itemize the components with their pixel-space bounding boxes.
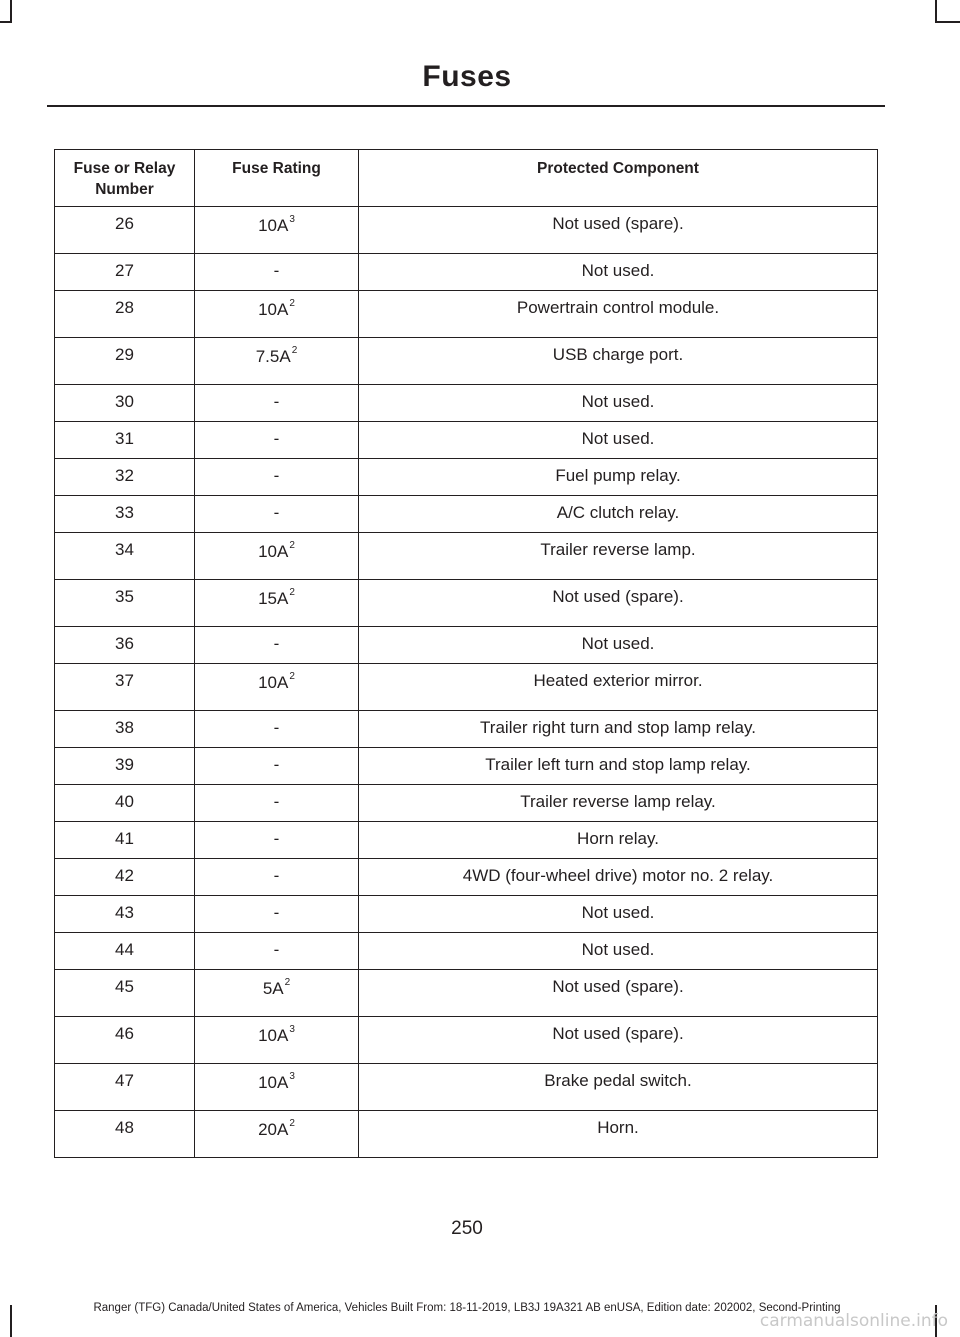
fuse-rating-value: - <box>273 429 280 448</box>
table-header-row <box>55 150 878 207</box>
table-row <box>55 627 878 664</box>
fuse-number-cell: 41 <box>55 822 195 859</box>
fuse-rating-cell <box>195 1064 359 1111</box>
table-row <box>55 970 878 1017</box>
protected-component-cell: Not used. <box>359 933 878 970</box>
protected-component-cell: Horn. <box>359 1111 878 1158</box>
protected-component-cell: Not used (spare). <box>359 207 878 254</box>
table-row <box>55 580 878 627</box>
fuse-number-cell: 35 <box>55 580 195 627</box>
fuse-rating-cell <box>195 254 359 291</box>
footnote-marker: 3 <box>289 1071 295 1082</box>
protected-component-cell: Not used. <box>359 385 878 422</box>
footnote-marker: 3 <box>289 214 295 225</box>
fuse-number-cell: 37 <box>55 664 195 711</box>
fuse-number-cell: 27 <box>55 254 195 291</box>
table-row <box>55 533 878 580</box>
fuse-rating-cell <box>195 822 359 859</box>
protected-component-cell: Trailer reverse lamp relay. <box>359 785 878 822</box>
fuse-number-cell: 47 <box>55 1064 195 1111</box>
footnote-marker: 2 <box>289 540 295 551</box>
fuse-rating-value: - <box>273 466 280 485</box>
fuse-number-cell: 40 <box>55 785 195 822</box>
protected-component-cell: Fuel pump relay. <box>359 459 878 496</box>
table-row <box>55 1064 878 1111</box>
footnote-marker: 2 <box>289 1118 295 1129</box>
protected-component-cell: 4WD (four-wheel drive) motor no. 2 relay. <box>359 859 878 896</box>
fuse-rating-cell <box>195 291 359 338</box>
fuse-number-cell: 48 <box>55 1111 195 1158</box>
fuse-rating-value: 7.5A <box>255 347 291 366</box>
fuse-rating-cell <box>195 338 359 385</box>
page-number: 250 <box>451 1218 483 1239</box>
footnote-marker: 2 <box>289 587 295 598</box>
fuse-rating-cell <box>195 664 359 711</box>
fuse-rating-value: 10A <box>258 542 289 561</box>
fuse-rating-value: - <box>273 903 280 922</box>
footnote-marker: 2 <box>291 345 298 356</box>
table-row <box>55 422 878 459</box>
fuse-rating-value: 20A <box>258 1120 289 1139</box>
fuse-rating-value: 10A <box>258 673 289 692</box>
crop-mark-top-left-v <box>10 0 12 22</box>
table-row <box>55 385 878 422</box>
fuse-rating-cell <box>195 859 359 896</box>
protected-component-cell: Not used. <box>359 627 878 664</box>
table-row <box>55 748 878 785</box>
fuse-rating-value: - <box>273 718 280 737</box>
protected-component-cell: Heated exterior mirror. <box>359 664 878 711</box>
fuse-number-cell: 33 <box>55 496 195 533</box>
table-row <box>55 933 878 970</box>
fuse-rating-cell <box>195 1017 359 1064</box>
protected-component-cell: Trailer right turn and stop lamp relay. <box>359 711 878 748</box>
crop-mark-top-left-h <box>0 21 12 23</box>
table-row <box>55 291 878 338</box>
fuse-rating-cell <box>195 1111 359 1158</box>
fuse-rating-value: - <box>273 829 280 848</box>
table-body <box>55 207 878 1158</box>
protected-component-cell: A/C clutch relay. <box>359 496 878 533</box>
fuse-rating-cell <box>195 385 359 422</box>
table-row <box>55 1017 878 1064</box>
title-divider <box>47 105 885 107</box>
table-row <box>55 859 878 896</box>
fuse-rating-value: - <box>273 503 280 522</box>
fuse-rating-value: - <box>273 940 280 959</box>
protected-component-cell: Powertrain control module. <box>359 291 878 338</box>
protected-component-cell: Horn relay. <box>359 822 878 859</box>
page-footer: Ranger (TFG) Canada/United States of America, Vehicles Built From: 18-11-2019, LB3J 19A321 AB enUSA, Edition date: 202002, Second-Printing <box>93 1302 841 1314</box>
protected-component-cell: Not used (spare). <box>359 580 878 627</box>
table-row <box>55 207 878 254</box>
protected-component-cell: Not used (spare). <box>359 970 878 1017</box>
table-row <box>55 785 878 822</box>
table-row <box>55 496 878 533</box>
fuse-number-cell: 46 <box>55 1017 195 1064</box>
table-row <box>55 711 878 748</box>
table-row <box>55 1111 878 1158</box>
protected-component-cell: Not used. <box>359 896 878 933</box>
fuse-rating-cell <box>195 459 359 496</box>
header-protected-component: Protected Component <box>359 150 878 207</box>
fuse-rating-value: - <box>273 755 280 774</box>
fuse-rating-value: 10A <box>258 216 289 235</box>
fuse-rating-value: - <box>273 261 280 280</box>
fuse-rating-cell <box>195 422 359 459</box>
protected-component-cell: Not used (spare). <box>359 1017 878 1064</box>
fuse-rating-value: - <box>273 392 280 411</box>
fuse-number-cell: 42 <box>55 859 195 896</box>
table-row <box>55 338 878 385</box>
table-row <box>55 822 878 859</box>
crop-mark-top-right-h <box>935 21 960 23</box>
protected-component-cell: USB charge port. <box>359 338 878 385</box>
footnote-marker: 3 <box>289 1024 295 1035</box>
page-title: Fuses <box>422 60 512 93</box>
footnote-marker: 2 <box>289 671 295 682</box>
fuse-rating-value: 10A <box>258 300 289 319</box>
header-fuse-rating: Fuse Rating <box>195 150 359 207</box>
protected-component-cell: Trailer left turn and stop lamp relay. <box>359 748 878 785</box>
protected-component-cell: Trailer reverse lamp. <box>359 533 878 580</box>
fuse-rating-value: 10A <box>258 1073 289 1092</box>
fuse-rating-cell <box>195 496 359 533</box>
protected-component-cell: Not used. <box>359 422 878 459</box>
footnote-marker: 2 <box>289 298 295 309</box>
watermark: carmanualsonline.info <box>759 1311 948 1331</box>
fuse-number-cell: 44 <box>55 933 195 970</box>
fuse-rating-value: 5A <box>262 979 284 998</box>
footnote-marker: 2 <box>284 977 291 988</box>
fuse-rating-cell <box>195 748 359 785</box>
protected-component-cell: Not used. <box>359 254 878 291</box>
fuse-rating-cell <box>195 896 359 933</box>
fuse-rating-value: 10A <box>258 1026 289 1045</box>
fuse-rating-value: - <box>273 866 280 885</box>
fuse-rating-cell <box>195 970 359 1017</box>
fuse-number-cell: 43 <box>55 896 195 933</box>
fuse-number-cell: 32 <box>55 459 195 496</box>
fuse-rating-cell <box>195 933 359 970</box>
fuse-number-cell: 30 <box>55 385 195 422</box>
fuse-table <box>54 149 878 1158</box>
fuse-number-cell: 39 <box>55 748 195 785</box>
fuse-rating-cell <box>195 785 359 822</box>
fuse-rating-cell <box>195 533 359 580</box>
fuse-rating-cell <box>195 580 359 627</box>
table-row <box>55 664 878 711</box>
fuse-rating-cell <box>195 627 359 664</box>
header-fuse-number: Fuse or Relay Number <box>55 150 195 207</box>
table-row <box>55 896 878 933</box>
fuse-number-cell: 45 <box>55 970 195 1017</box>
crop-mark-top-right-v <box>935 0 937 22</box>
fuse-number-cell: 34 <box>55 533 195 580</box>
fuse-number-cell: 36 <box>55 627 195 664</box>
fuse-number-cell: 26 <box>55 207 195 254</box>
table-row <box>55 459 878 496</box>
fuse-rating-value: - <box>273 792 280 811</box>
fuse-number-cell: 29 <box>55 338 195 385</box>
fuse-rating-cell <box>195 207 359 254</box>
fuse-rating-cell <box>195 711 359 748</box>
fuse-number-cell: 38 <box>55 711 195 748</box>
table-row <box>55 254 878 291</box>
fuse-rating-value: 15A <box>258 589 289 608</box>
fuse-number-cell: 28 <box>55 291 195 338</box>
fuse-number-cell: 31 <box>55 422 195 459</box>
protected-component-cell: Brake pedal switch. <box>359 1064 878 1111</box>
fuse-rating-value: - <box>273 634 280 653</box>
